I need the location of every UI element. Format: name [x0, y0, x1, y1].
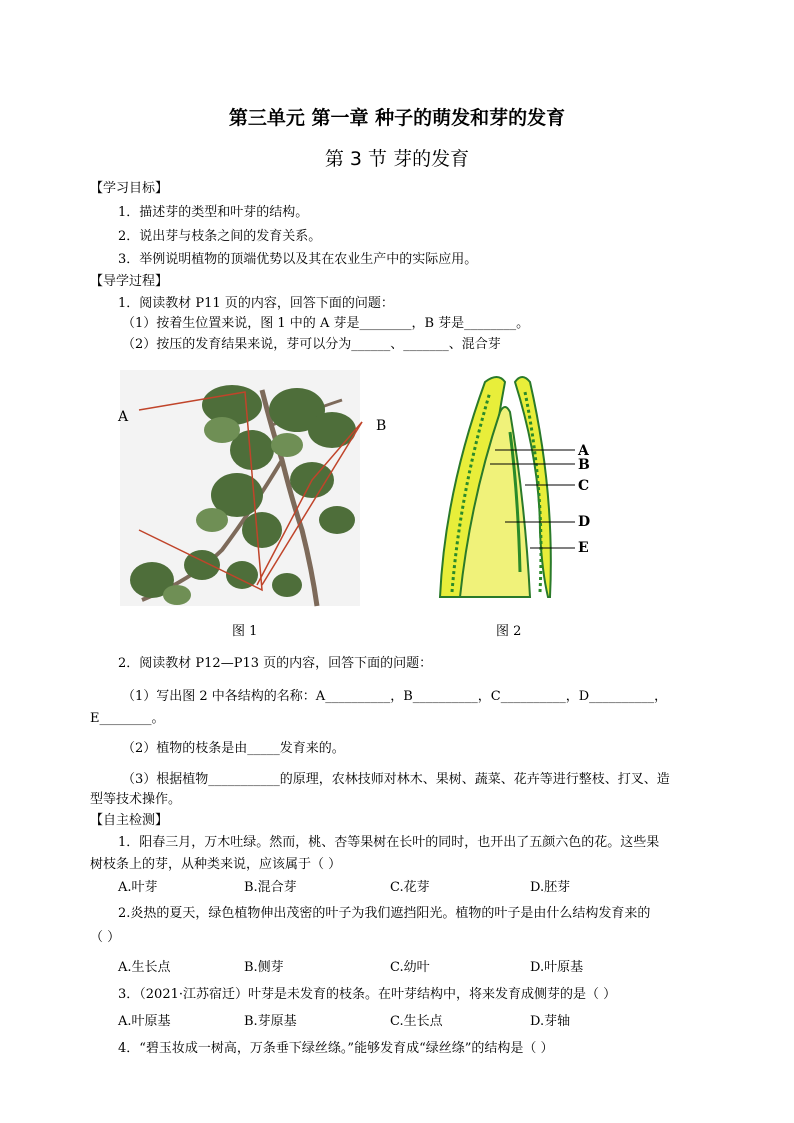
option-b: B.侧芽 — [244, 960, 284, 975]
question-text: （2）按压的发育结果来说，芽可以分为______、_______、混合芽 — [122, 337, 501, 352]
question-text: （3）根据植物___________的原理，农林技师对林木、果树、蔬菜、花卉等进行整枝、打叉、造 — [122, 772, 670, 787]
option-b: B.混合芽 — [244, 880, 297, 895]
option-d: D.胚芽 — [530, 880, 571, 895]
question-text: （1）写出图 2 中各结构的名称：A__________，B__________，C__________，D__________， — [122, 689, 668, 704]
section-title: 第 3 节 芽的发育 — [324, 148, 470, 170]
fig2-label-e: E — [578, 540, 589, 556]
option-d: D.芽轴 — [530, 1014, 571, 1029]
option-a: A.叶芽 — [118, 880, 158, 895]
question-text: 型等技术操作。 — [90, 792, 182, 807]
question-text: 1．阅读教材 P11 页的内容，回答下面的问题： — [118, 296, 394, 311]
fig2-label-d: D — [578, 514, 591, 530]
objective-item: 2．说出芽与枝条之间的发育关系。 — [118, 229, 322, 244]
option-d: D.叶原基 — [530, 960, 584, 975]
question-text: 2．阅读教材 P12—P13 页的内容，回答下面的问题： — [118, 656, 433, 671]
option-c: C.花芽 — [390, 880, 430, 895]
figure-1-caption: 图 1 — [232, 624, 258, 639]
question-text: 2.炎热的夏天，绿色植物伸出茂密的叶子为我们遮挡阳光。植物的叶子是由什么结构发育来的 — [118, 906, 651, 921]
question-text: 3．（2021·江苏宿迁）叶芽是未发育的枝条。在叶芽结构中，将来发育成侧芽的是（ ） — [118, 987, 617, 1002]
question-text: （2）植物的枝条是由_____发育来的。 — [122, 741, 345, 756]
question-text: E________。 — [90, 711, 165, 726]
fig1-label-a: A — [118, 409, 129, 425]
page-title: 第三单元 第一章 种子的萌发和芽的发育 — [228, 107, 566, 129]
figure-1-branch — [112, 370, 392, 610]
question-text: 1．阳春三月，万木吐绿。然而，桃、杏等果树在长叶的同时，也开出了五颜六色的花。这些果 — [118, 835, 660, 850]
option-a: A.叶原基 — [118, 1014, 171, 1029]
check-heading: 【自主检测】 — [90, 813, 169, 828]
question-text: （ ） — [90, 930, 121, 945]
option-b: B.芽原基 — [244, 1014, 297, 1029]
option-c: C.生长点 — [390, 1014, 443, 1029]
option-a: A.生长点 — [118, 960, 171, 975]
option-c: C.幼叶 — [390, 960, 430, 975]
fig2-label-c: C — [578, 478, 590, 494]
objective-item: 1．描述芽的类型和叶芽的结构。 — [118, 205, 309, 220]
objectives-heading: 【学习目标】 — [90, 181, 169, 196]
question-text: 4．“碧玉妆成一树高，万条垂下绿丝绦。”能够发育成“绿丝绦”的结构是（ ） — [118, 1041, 554, 1056]
process-heading: 【导学过程】 — [90, 274, 169, 289]
question-text: 树枝条上的芽，从种类来说，应该属于（ ） — [90, 857, 342, 872]
fig2-label-a: A — [578, 443, 589, 459]
figure-2-caption: 图 2 — [496, 624, 522, 639]
question-text: （1）按着生位置来说，图 1 中的 A 芽是________，B 芽是________。 — [122, 316, 530, 331]
fig1-label-b: B — [376, 418, 387, 434]
fig2-label-b: B — [578, 457, 590, 473]
objective-item: 3．举例说明植物的顶端优势以及其在农业生产中的实际应用。 — [118, 252, 478, 267]
